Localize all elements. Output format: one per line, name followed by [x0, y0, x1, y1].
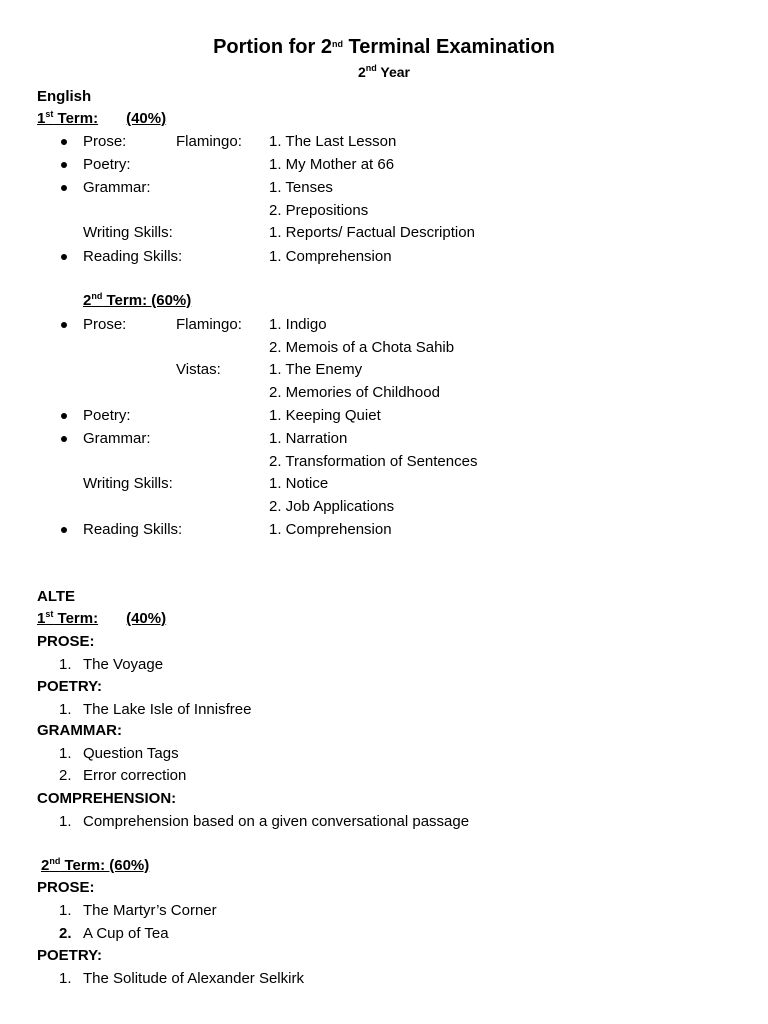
list-item: Error correction [83, 767, 187, 784]
list-item: 1. Narration [269, 430, 348, 447]
list-item: 2. Prepositions [269, 202, 369, 219]
list-item: 1. Tenses [269, 179, 333, 196]
list-item: A Cup of Tea [83, 925, 169, 942]
section-heading: COMPREHENSION: [37, 790, 177, 807]
list-item: The Voyage [83, 656, 164, 673]
reading-skills-label: Reading Skills: [83, 248, 183, 265]
list-item: 2. Transformation of Sentences [269, 453, 478, 470]
alte-heading: ALTE [37, 588, 76, 605]
list-item: 2. Memois of a Chota Sahib [269, 339, 455, 356]
list-item: 1. Notice [269, 475, 329, 492]
section-heading: POETRY: [37, 678, 103, 695]
list-item: Question Tags [83, 745, 179, 762]
prose-book-label: Vistas: [176, 361, 221, 378]
list-item: The Solitude of Alexander Selkirk [83, 970, 304, 987]
bullet [61, 139, 67, 145]
writing-skills-label: Writing Skills: [83, 475, 173, 492]
poetry-label: Poetry: [83, 156, 131, 173]
reading-skills-label: Reading Skills: [83, 521, 183, 538]
prose-book-label: Flamingo: [176, 133, 242, 150]
section-heading: GRAMMAR: [37, 722, 122, 739]
list-number: 1. [59, 813, 72, 830]
bullet [61, 185, 67, 191]
section-heading: PROSE: [37, 633, 95, 650]
alte-term2-heading: 2nd Term: (60%) [41, 856, 150, 874]
list-item: 2. Job Applications [269, 498, 395, 515]
section-heading: PROSE: [37, 879, 95, 896]
list-item: 1. Keeping Quiet [269, 407, 381, 424]
list-number: 1. [59, 656, 72, 673]
alte-term1-heading: 1st Term: (40%) [37, 609, 167, 627]
list-number: 2. [59, 767, 72, 784]
list-item: 1. The Enemy [269, 361, 363, 378]
page-subtitle: 2nd Year [357, 63, 411, 80]
list-item: 2. Memories of Childhood [269, 384, 440, 401]
writing-skills-label: Writing Skills: [83, 224, 173, 241]
bullet [61, 413, 67, 419]
prose-label: Prose: [83, 316, 127, 333]
list-item: 1. The Last Lesson [269, 133, 397, 150]
page-title: Portion for 2nd Terminal Examination [213, 36, 555, 58]
grammar-label: Grammar: [83, 430, 151, 447]
english-term2-heading: 2nd Term: (60%) [83, 291, 192, 309]
list-item: 1. Indigo [269, 316, 327, 333]
list-item: The Martyr’s Corner [83, 902, 217, 919]
prose-book-label: Flamingo: [176, 316, 242, 333]
list-number: 2. [59, 925, 72, 942]
section-heading: POETRY: [37, 947, 103, 964]
bullet [61, 254, 67, 260]
grammar-label: Grammar: [83, 179, 151, 196]
list-item: 1. Comprehension [269, 521, 392, 538]
list-number: 1. [59, 970, 72, 987]
list-item: 1. Comprehension [269, 248, 392, 265]
list-item: 1. Reports/ Factual Description [269, 224, 475, 241]
list-item: The Lake Isle of Innisfree [83, 701, 252, 718]
english-heading: English [37, 88, 92, 105]
bullet [61, 162, 67, 168]
prose-label: Prose: [83, 133, 127, 150]
list-item: Comprehension based on a given conversational passage [83, 813, 470, 830]
list-number: 1. [59, 902, 72, 919]
list-item: 1. My Mother at 66 [269, 156, 395, 173]
bullet [61, 322, 67, 328]
english-term1-heading: 1st Term: (40%) [37, 109, 167, 127]
list-number: 1. [59, 745, 72, 762]
poetry-label: Poetry: [83, 407, 131, 424]
bullet [61, 436, 67, 442]
list-number: 1. [59, 701, 72, 718]
bullet [61, 527, 67, 533]
